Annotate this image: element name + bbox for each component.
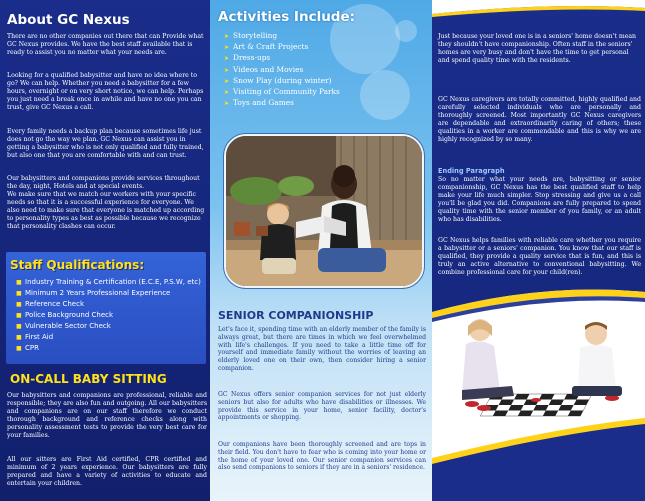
arrow-icon: ➤: [224, 66, 230, 74]
qualification-text: Vulnerable Sector Check: [25, 322, 111, 330]
intro-paragraph: Just because your loved one is in a seniors' home doesn't mean they shouldn't have companionship. Often staff in the seniors' homes are very busy and don't have the time to get personal and spend quality time with the residents.: [438, 33, 637, 64]
list-item: [16, 332, 201, 343]
arrow-icon: ➤: [224, 100, 230, 108]
activity-text: Dress-ups: [233, 53, 271, 63]
list-item: [16, 321, 201, 332]
qualification-text: CPR: [25, 344, 39, 352]
senior-paragraph-1: Let's face it, spending time with an elderly member of the family is always great, but there are times in which we feel overwhelmed with life's challenges. If you need to take a little time off for yourself and immediate family without the worries of leaving an elderly loved one on their own, then consider hiring a senior companion.: [218, 326, 426, 372]
qualification-text: Minimum 2 Years Professional Experience: [25, 289, 171, 297]
decorative-wave-top: [432, 0, 645, 30]
list-item: [16, 299, 201, 310]
about-paragraph-4: Our babysitters and companions provide services throughout the day, night, Hotels and at special events.: [7, 175, 200, 190]
activity-text: Toys and Games: [233, 98, 294, 108]
qualification-text: Industry Training & Certification (E.C.E, P.S.W, etc): [25, 278, 201, 286]
list-item: [224, 98, 340, 109]
arrow-icon: ➤: [224, 44, 230, 52]
about-paragraph-2: Looking for a qualified babysitter and have no idea where to go? We can help. Whether you need a babysitter for a few hours, overnight or on very short notice, we can help. Perhaps you just need a break once in awhile and have no one you can trust, give GC Nexus a call.: [7, 72, 204, 111]
list-item: [224, 87, 340, 98]
list-item: [224, 53, 340, 64]
list-item: [224, 31, 340, 42]
bullet-icon: ■: [16, 301, 22, 308]
list-item: [16, 310, 201, 321]
middle-panel: [210, 0, 432, 501]
photo-illustration: [432, 282, 645, 501]
left-panel: [0, 0, 210, 501]
photo-illustration: [226, 136, 422, 286]
about-paragraph-3: Every family needs a backup plan because sometimes life just does not go the way we plan. GC Nexus can assist you in getting a babysitter who is not only qualified and fully trained, but also one that you are comfortable with and can trust.: [7, 128, 204, 159]
activity-text: Visiting of Community Parks: [233, 87, 340, 97]
babysitter-reading-photo: [224, 134, 424, 288]
activity-text: Snow Play (during winter): [233, 75, 332, 85]
activity-text: Videos and Movies: [233, 64, 304, 74]
arrow-icon: ➤: [224, 33, 230, 40]
qualification-text: Police Background Check: [25, 311, 114, 319]
caregivers-paragraph: GC Nexus caregivers are totally committed, highly qualified and carefully selected individuals who are personally and thoroughly screened. Most importantly GC Nexus caregivers are dependable and extraordinarily caring of others; these qualities in a worker are commendable and this is why we are highly recognized by so many.: [438, 96, 641, 143]
decorative-bubble: [360, 70, 410, 120]
bullet-icon: ■: [16, 345, 22, 352]
list-item: [16, 288, 201, 299]
activities-title: Activities Include:: [218, 9, 356, 25]
arrow-icon: ➤: [224, 89, 230, 97]
list-item: [224, 42, 340, 53]
ending-paragraph-1: So no matter what your needs are, babysitting or senior companionship, GC Nexus has the best qualified staff to help make your life much simpler. Stop stressing and give us a call you'll be glad you did. Companions are fully prepared to spend quality time with the senior member of you family, or an adult who has disabilities.: [438, 176, 641, 223]
oncall-paragraph-2: All our sitters are First Aid certified, CPR certified and minimum of 2 years experience. Our babysitters are fully prepared and have a variety of activities to educate and entertain your children.: [7, 456, 207, 487]
oncall-paragraph-1: Our babysitters and companions are professional, reliable and responsible; they are also fun and outgoing. All our babysitters and companions are on our staff therefore we conduct thorough background and reference checks along with personality assessment tests to provide the very best care for your families.: [7, 392, 207, 439]
qualification-text: First Aid: [25, 333, 54, 341]
list-item: [16, 343, 201, 354]
bullet-icon: ■: [16, 323, 22, 330]
right-panel: [432, 0, 645, 501]
list-item: [224, 76, 340, 87]
bullet-icon: ■: [16, 312, 22, 319]
checkers-game-photo: [432, 282, 645, 501]
decorative-bubble: [395, 20, 417, 42]
ending-paragraph-2: GC Nexus helps families with reliable care whether you require a babysitter or a seniors' companion. You know that our staff is qualified, they provide a quality service that is fun, and this is truly an active alternative to conventional babysitting. We combine professional care for your child(ren).: [438, 237, 641, 276]
qualification-text: Reference Check: [25, 300, 85, 308]
qualifications-list: [16, 277, 201, 354]
list-item: [16, 277, 201, 288]
activity-text: Art & Craft Projects: [233, 42, 309, 52]
activity-text: Storytelling: [233, 31, 278, 40]
senior-paragraph-2: GC Nexus offers senior companion services for not just elderly seniors but also for adults who have disabilities or illnesses. We provide this service in your home, senior facility, doctor's appointments or shopping.: [218, 391, 426, 422]
senior-paragraph-3: Our companions have been thoroughly screened and are tops in their field. You don't have to fear who is coming into your home or the home of your loved one. Our senior companion services can also send companions to seniors if they are in a seniors' residence.: [218, 441, 426, 472]
arrow-icon: ➤: [224, 77, 230, 85]
about-paragraph-1: There are no other companies out there that can Provide what GC Nexus provides. We have the best staff available that is ready to assist you no matter what your needs are.: [7, 33, 204, 56]
about-paragraph-5: We make sure that we match our workers with your specific needs so that it is a successful experience for everyone. We also need to make sure that everyone is matched up according to personality types as best as possible because we recognize that personality clashes can occur.: [7, 191, 205, 230]
bullet-icon: ■: [16, 290, 22, 297]
activities-list: [224, 31, 340, 109]
bullet-icon: ■: [16, 334, 22, 341]
senior-companionship-title: SENIOR COMPANIONSHIP: [218, 309, 374, 322]
oncall-title: ON-CALL BABY SITTING: [10, 372, 167, 386]
qualifications-title: Staff Qualifications:: [10, 258, 145, 272]
ending-paragraph-title: Ending Paragraph: [438, 167, 505, 175]
about-title: About GC Nexus: [7, 12, 130, 28]
list-item: [224, 65, 340, 76]
arrow-icon: ➤: [224, 55, 230, 63]
bullet-icon: ■: [16, 279, 22, 286]
